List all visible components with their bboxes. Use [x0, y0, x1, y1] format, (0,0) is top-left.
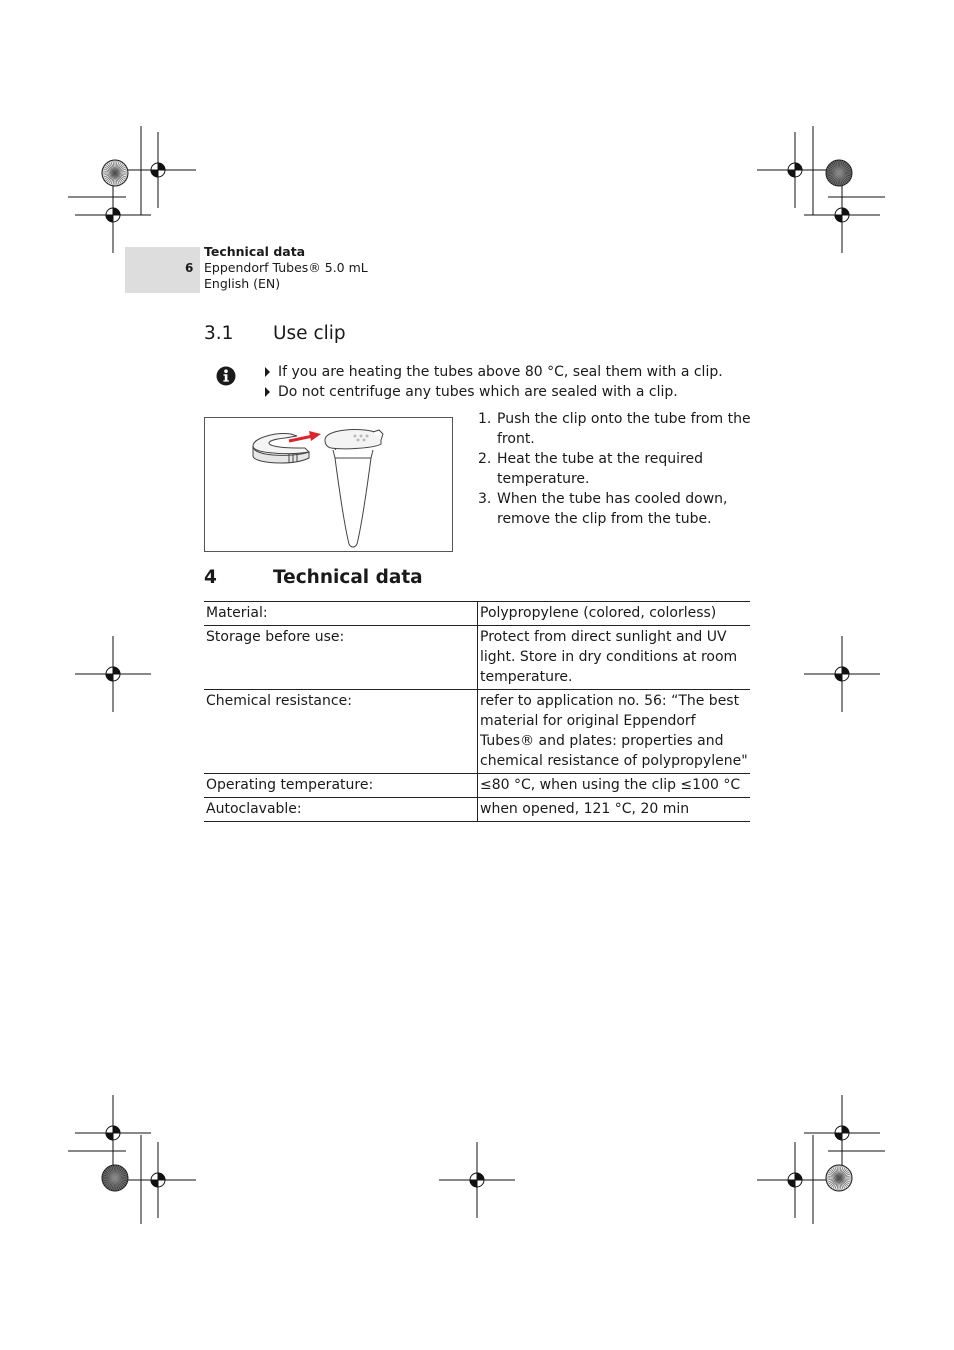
step-text: Push the clip onto the tube from the front.	[497, 411, 751, 447]
spec-value: ≤80 °C, when using the clip ≤100 °C	[478, 774, 751, 798]
crosshair-mark-icon	[120, 132, 196, 208]
crosshair-mark-icon	[75, 636, 151, 712]
table-row	[204, 602, 750, 626]
registration-target-icon	[102, 1165, 128, 1191]
note-text: If you are heating the tubes above 80 °C, seal them with a clip.	[278, 364, 723, 380]
section-title: Use clip	[273, 323, 346, 344]
spec-key: Operating temperature:	[204, 774, 478, 798]
section-number: 3.1	[204, 323, 234, 344]
triangle-right-icon	[265, 367, 270, 377]
info-icon	[216, 366, 236, 386]
step-text: When the tube has cooled down, remove the clip from the tube.	[497, 491, 728, 527]
list-item	[476, 409, 756, 449]
table-row	[204, 774, 750, 798]
technical-data-table	[204, 601, 750, 822]
registration-target-icon	[826, 160, 852, 186]
registration-target-icon	[102, 160, 128, 186]
procedure-steps	[476, 409, 756, 529]
list-item	[476, 489, 756, 529]
list-item	[263, 362, 723, 382]
header-language: English (EN)	[204, 276, 281, 291]
crosshair-mark-icon	[757, 132, 833, 208]
page-number: 6	[185, 261, 194, 275]
spec-value: Polypropylene (colored, colorless)	[478, 602, 751, 626]
note-text: Do not centrifuge any tubes which are sealed with a clip.	[278, 384, 678, 400]
crosshair-mark-icon	[804, 636, 880, 712]
section-number: 4	[204, 567, 217, 588]
safety-notes	[263, 362, 723, 402]
crosshair-mark-icon	[804, 1095, 880, 1171]
spec-value: refer to application no. 56: “The best material for original Eppendorf Tubes® and plates: properties and chemical resistance of polypropylene"	[478, 690, 751, 774]
tube-with-clip-illustration	[205, 418, 452, 551]
step-number: 2.	[478, 451, 492, 467]
section-heading-use-clip	[204, 323, 346, 344]
crosshair-mark-icon	[439, 1142, 515, 1218]
spec-key: Chemical resistance:	[204, 690, 478, 774]
clip-figure	[204, 417, 453, 552]
crosshair-mark-icon	[804, 177, 880, 253]
section-heading-technical-data	[204, 567, 423, 588]
crosshair-mark-icon	[757, 1142, 833, 1218]
spec-value: Protect from direct sunlight and UV light. Store in dry conditions at room temperature.	[478, 626, 751, 690]
spec-key: Storage before use:	[204, 626, 478, 690]
triangle-right-icon	[265, 387, 270, 397]
running-header	[204, 244, 368, 292]
step-number: 1.	[478, 411, 492, 427]
list-item	[476, 449, 756, 489]
spec-key: Material:	[204, 602, 478, 626]
crosshair-mark-icon	[120, 1142, 196, 1218]
crosshair-mark-icon	[75, 177, 151, 253]
crosshair-mark-icon	[75, 1095, 151, 1171]
table-row	[204, 626, 750, 690]
step-text: Heat the tube at the required temperature.	[497, 451, 704, 487]
section-title: Technical data	[273, 567, 423, 588]
header-product: Eppendorf Tubes® 5.0 mL	[204, 260, 368, 275]
table-row	[204, 798, 750, 822]
registration-target-icon	[826, 1165, 852, 1191]
spec-value: when opened, 121 °C, 20 min	[478, 798, 751, 822]
header-section-title: Technical data	[204, 244, 306, 259]
table-row	[204, 690, 750, 774]
spec-key: Autoclavable:	[204, 798, 478, 822]
list-item	[263, 382, 723, 402]
step-number: 3.	[478, 491, 492, 507]
